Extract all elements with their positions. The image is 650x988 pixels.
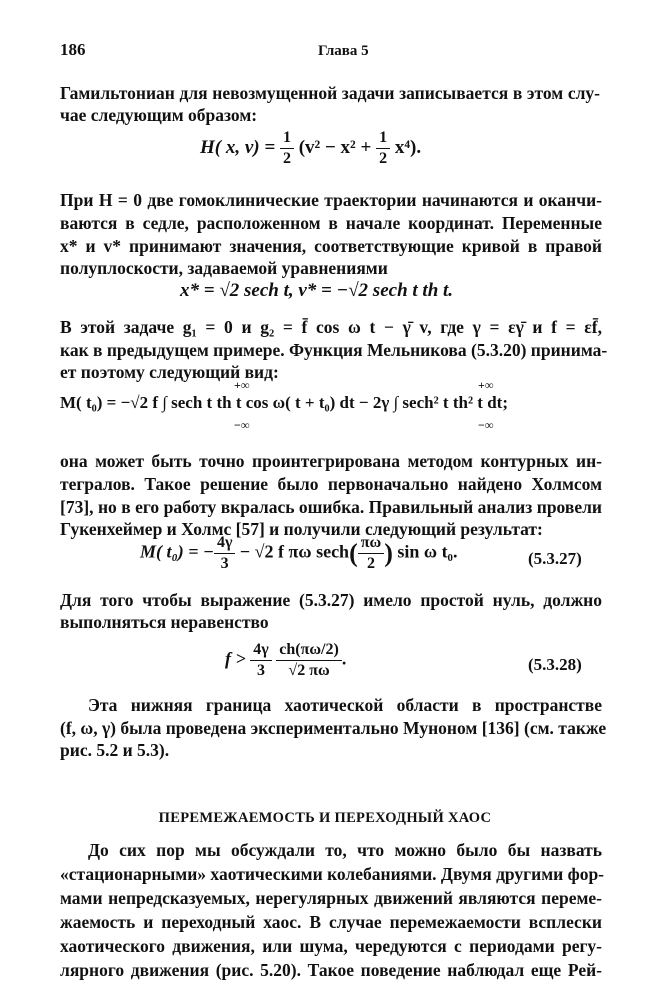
eq28-end: . [341, 648, 347, 669]
para4-line2: тегралов. Такое решение было первоначально найдено Холмсом [60, 474, 602, 494]
integral1-lower-limit: −∞ [234, 418, 250, 432]
integral1-upper-limit: +∞ [234, 378, 250, 392]
equation-xv: x* = √2 sech t, v* = −√2 sech t th t. [180, 280, 454, 301]
para7-line5: хаотического движения, или шума, чередуются с периодами регу- [60, 936, 602, 956]
para2-line3: x* и v* принимают значения, соответствующие кривой в правой [60, 236, 602, 256]
equation-5-3-27: M( t₀) = − $\frac{4\gamma}{3}$ − √2 f πω sech( $\frac{\pi\omega}{2}$ ) sin ω t₀. [140, 534, 458, 572]
eq28-f1-den: 3 [257, 662, 265, 679]
para6-line3: рис. 5.2 и 5.3). [60, 740, 170, 760]
eq28-f2-den: √2 πω [288, 662, 330, 679]
eq-h-end: x⁴). [390, 136, 422, 158]
integral2-lower-limit: −∞ [478, 418, 494, 432]
running-head: Глава 5 [318, 43, 369, 59]
para2-line4: полуплоскости, задаваемой уравнениями [60, 258, 388, 278]
para3-line3: ет поэтому следующий вид: [60, 362, 279, 382]
para7-line2: «стационарными» хаотическими колебаниями. Двумя другими фор- [60, 864, 605, 884]
equation-number-5-3-27: (5.3.27) [528, 549, 582, 568]
equation-hamiltonian [200, 128, 421, 169]
para7-line1: До сих пор мы обсуждали то, что можно было бы назвать [88, 840, 602, 860]
para1-line1: Гамильтониан для невозмущенной задачи записывается в этом слу- [60, 83, 600, 103]
para4-line4: Гукенхеймер и Холмс [57] и получили следующий результат: [60, 519, 543, 539]
eq27-end: sin ω t₀. [392, 541, 458, 562]
equation-5-3-28 [225, 640, 346, 681]
para5-line1: Для того чтобы выражение (5.3.27) имело простой нуль, должно [60, 590, 602, 610]
equation-melnikov: M( t₀) = −√2 f ∫ sech t th t cos ω( t + t₀) dt − 2γ ∫ sech² t th² t dt; [60, 393, 508, 412]
eq28-f1-num: 4γ [250, 640, 271, 661]
eq-h-half-den: 2 [282, 150, 291, 167]
para7-line3: мами непредсказуемых, нерегулярных движений являются переме- [60, 888, 602, 908]
para3-line2: как в предыдущем примере. Функция Мельникова (5.3.20) принима- [60, 340, 608, 360]
para7-line6: лярного движения (рис. 5.20). Такое поведение наблюдал еще Рей- [60, 960, 602, 980]
section-heading: ПЕРЕМЕЖАЕМОСТЬ И ПЕРЕХОДНЫЙ ХАОС [158, 810, 492, 826]
para4-line1: она может быть точно проинтегрирована методом контурных ин- [60, 451, 602, 471]
para3-line1: В этой задаче g₁ = 0 и g₂ = f̄ cos ω t − γ̄ v, где γ = εγ̄ и f = εf̄, [60, 317, 602, 337]
eq-h-lhs: H( x, v) = [200, 136, 280, 158]
para1-line2: чае следующим образом: [60, 105, 258, 125]
eq-h-mid: (v² − x² + [293, 136, 377, 158]
eq28-lhs: f > [225, 648, 251, 669]
para2-line2: ваются в седле, расположенном в начале координат. Переменные [60, 213, 602, 233]
eq27-mid: − √2 f πω sech [235, 541, 350, 562]
eq-h-q-den: 2 [379, 150, 388, 167]
eq-h-q-num: 1 [376, 128, 390, 149]
eq27-frac-den: 3 [220, 555, 229, 572]
para7-line4: жаемость и переходный хаос. В случае перемежаемости всплески [60, 912, 602, 932]
para5-line2: выполняться неравенство [60, 612, 269, 632]
page-number: 186 [60, 40, 86, 59]
eq27-frac-num: 4γ [214, 533, 235, 554]
equation-number-5-3-28: (5.3.28) [528, 655, 582, 674]
eq28-f2-num: ch(πω/2) [276, 640, 342, 661]
para6-line2: (f, ω, γ) была проведена экспериментально Муноном [136] (см. также [60, 718, 607, 738]
para2-line1: При H = 0 две гомоклинические траектории начинаются и оканчи- [60, 190, 602, 210]
para6-line1: Эта нижняя граница хаотической области в пространстве [88, 695, 602, 715]
eq-h-half-num: 1 [280, 128, 294, 149]
integral2-upper-limit: +∞ [478, 378, 494, 392]
eq27-lhs: M( t₀) = − [140, 541, 214, 562]
eq27-arg-num: πω [358, 533, 384, 554]
para4-line3: [73], но в его работу вкралась ошибка. Правильный анализ провели [60, 497, 602, 517]
eq27-arg-den: 2 [366, 555, 375, 572]
